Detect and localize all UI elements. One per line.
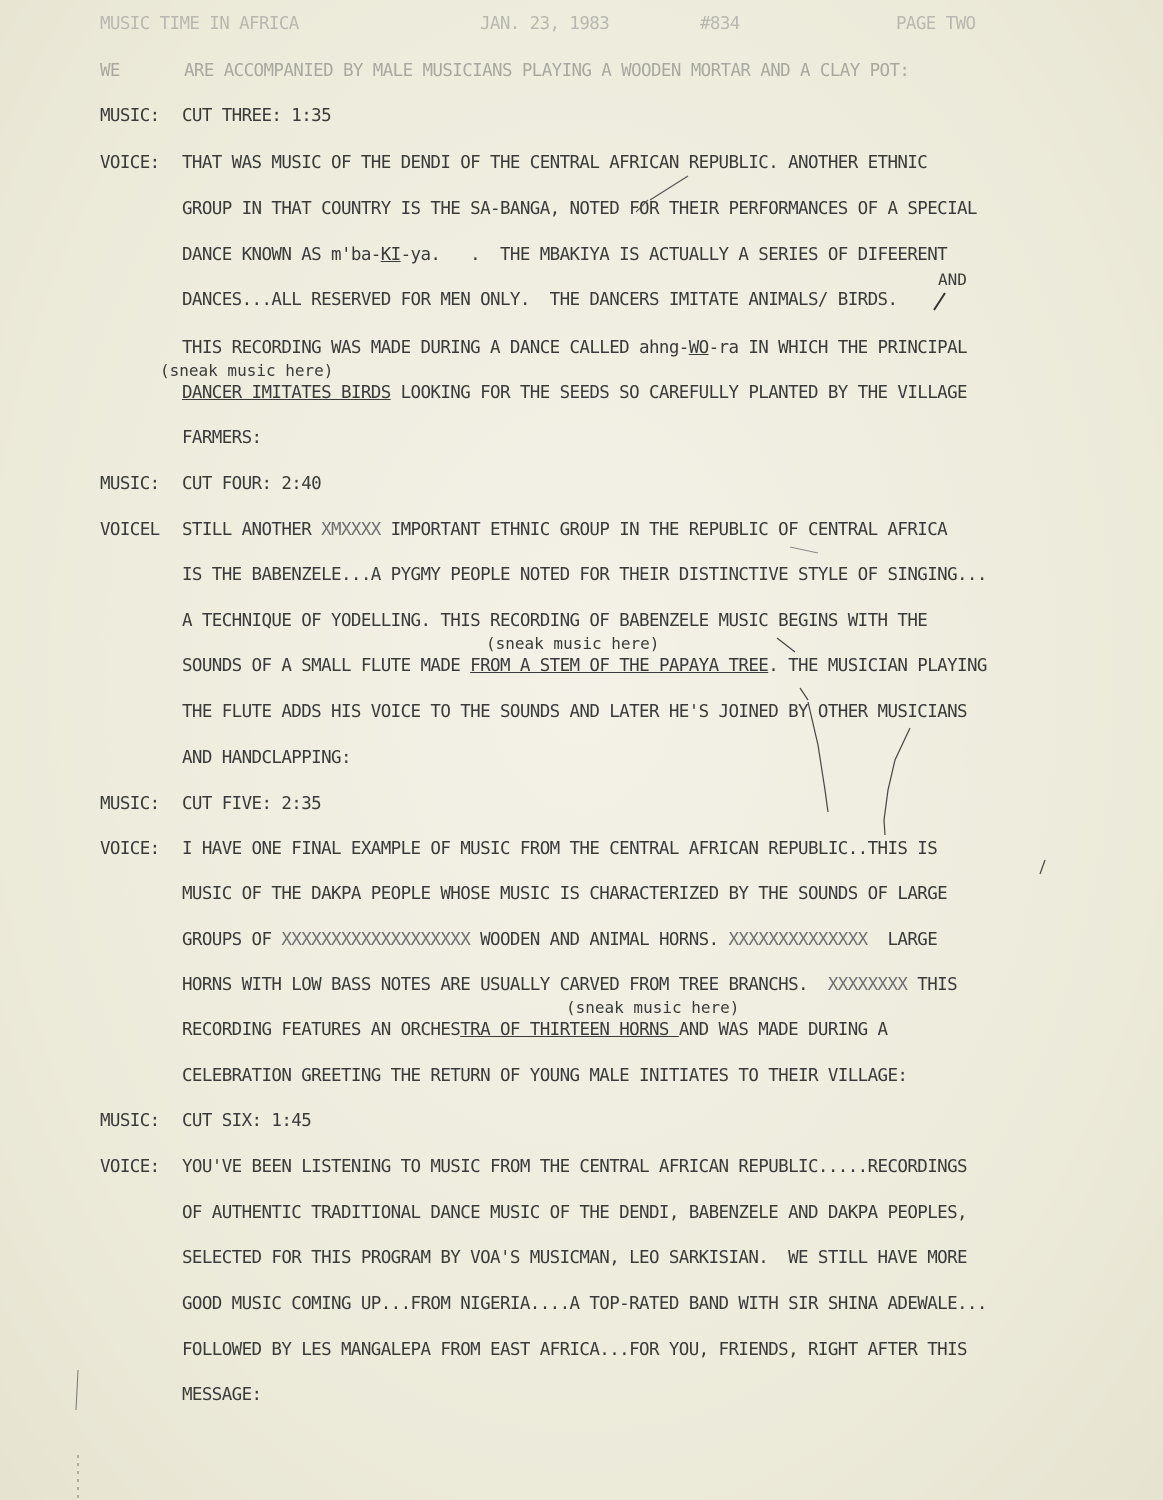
struck-out-text: XXXXXXXXXXXXXXXXXXX xyxy=(281,930,471,950)
pen-stroke xyxy=(777,638,795,652)
voice-label: VOICE: xyxy=(100,153,160,173)
voice-line: GOOD MUSIC COMING UP...FROM NIGERIA....A TOP-RATED BAND WITH SIR SHINA ADEWALE... xyxy=(182,1294,987,1314)
voice-line: FOLLOWED BY LES MANGALEPA FROM EAST AFRICA...FOR YOU, FRIENDS, RIGHT AFTER THIS xyxy=(182,1340,967,1360)
struck-out-text: XXXXXXXX xyxy=(827,975,908,995)
handwritten-insert: AND xyxy=(938,270,967,289)
top-line-speaker: WE xyxy=(100,61,120,81)
voice-line: MESSAGE: xyxy=(182,1385,262,1405)
text-span: WOODEN AND ANIMAL HORNS. xyxy=(470,930,729,950)
text-span: THIS xyxy=(907,975,958,995)
text-span: RECORDING FEATURES AN ORCHES xyxy=(182,1020,461,1040)
text-span: -ra IN WHICH THE PRINCIPAL xyxy=(708,338,967,358)
text-span: LARGE xyxy=(867,930,938,950)
margin-mark xyxy=(76,1370,78,1410)
voice-label: VOICE: xyxy=(100,1157,160,1177)
music-label: MUSIC: xyxy=(100,1111,160,1131)
voice-line: SELECTED FOR THIS PROGRAM BY VOA'S MUSICMAN, LEO SARKISIAN. WE STILL HAVE MORE xyxy=(182,1248,967,1268)
text-span-underlined: FROM A STEM OF THE PAPAYA TREE xyxy=(470,656,769,676)
music-cue: CUT FIVE: 2:35 xyxy=(182,794,322,814)
text-span: GROUPS OF xyxy=(182,930,282,950)
text-span: AND WAS MADE DURING A xyxy=(678,1020,888,1040)
text-span: . THE MUSICIAN PLAYING xyxy=(768,656,987,676)
voice-line: THAT WAS MUSIC OF THE DENDI OF THE CENTRAL AFRICAN REPUBLIC. ANOTHER ETHNIC xyxy=(182,153,928,173)
sneak-music-note: (sneak music here) xyxy=(160,361,334,380)
voice-line: I HAVE ONE FINAL EXAMPLE OF MUSIC FROM THE CENTRAL AFRICAN REPUBLIC..THIS IS xyxy=(182,839,938,859)
voice-line: GROUP IN THAT COUNTRY IS THE SA-BANGA, NOTED FOR THEIR PERFORMANCES OF A SPECIAL xyxy=(182,199,977,219)
voice-line: YOU'VE BEEN LISTENING TO MUSIC FROM THE CENTRAL AFRICAN REPUBLIC.....RECORDINGS xyxy=(182,1157,967,1177)
voice-line: OF AUTHENTIC TRADITIONAL DANCE MUSIC OF THE DENDI, BABENZELE AND DAKPA PEOPLES, xyxy=(182,1203,967,1223)
voice-line: THE FLUTE ADDS HIS VOICE TO THE SOUNDS AND LATER HE'S JOINED BY OTHER MUSICIANS xyxy=(182,702,967,722)
pen-stroke xyxy=(650,176,688,200)
sneak-music-note: (sneak music here) xyxy=(566,998,740,1017)
struck-out-text: XMXXXX xyxy=(321,520,381,540)
music-label: MUSIC: xyxy=(100,474,160,494)
voice-line: CELEBRATION GREETING THE RETURN OF YOUNG MALE INITIATES TO THEIR VILLAGE: xyxy=(182,1066,908,1086)
pen-stroke xyxy=(934,293,945,310)
music-cue: CUT FOUR: 2:40 xyxy=(182,474,322,494)
music-cue: CUT SIX: 1:45 xyxy=(182,1111,312,1131)
text-span: SOUNDS OF A SMALL FLUTE MADE xyxy=(182,656,471,676)
struck-out-text: XXXXXXXXXXXXXX xyxy=(728,930,868,950)
text-span: DANCE KNOWN AS m'ba- xyxy=(182,245,381,265)
pen-stroke xyxy=(1040,860,1045,874)
voice-line: IS THE BABENZELE...A PYGMY PEOPLE NOTED FOR THEIR DISTINCTIVE STYLE OF SINGING... xyxy=(182,565,987,585)
sneak-music-note: (sneak music here) xyxy=(486,634,660,653)
text-span: IMPORTANT ETHNIC GROUP IN THE REPUBLIC OF CENTRAL AFRICA xyxy=(380,520,948,540)
text-span-underlined: WO xyxy=(688,338,709,358)
text-span-underlined: KI xyxy=(380,245,401,265)
voice-line: MUSIC OF THE DAKPA PEOPLE WHOSE MUSIC IS CHARACTERIZED BY THE SOUNDS OF LARGE xyxy=(182,884,948,904)
header-date: JAN. 23, 1983 xyxy=(480,14,610,34)
header-program: MUSIC TIME IN AFRICA xyxy=(100,14,299,34)
voice-line: AND HANDCLAPPING: xyxy=(182,748,351,768)
header-page: PAGE TWO xyxy=(896,14,976,34)
top-line-text: ARE ACCOMPANIED BY MALE MUSICIANS PLAYING A WOODEN MORTAR AND A CLAY POT: xyxy=(184,61,910,81)
text-span: -ya. . THE MBAKIYA IS ACTUALLY A SERIES OF DIFEERENT xyxy=(400,245,948,265)
text-span: LOOKING FOR THE SEEDS SO CAREFULLY PLANTED BY THE VILLAGE xyxy=(390,383,967,403)
header-code: #834 xyxy=(700,14,740,34)
voice-line: FARMERS: xyxy=(182,428,262,448)
text-span-underlined: TRA OF THIRTEEN HORNS xyxy=(460,1020,679,1040)
voice-label: VOICE: xyxy=(100,839,160,859)
voice-line: DANCES...ALL RESERVED FOR MEN ONLY. THE DANCERS IMITATE ANIMALS/ BIRDS. xyxy=(182,290,898,310)
voice-line: A TECHNIQUE OF YODELLING. THIS RECORDING OF BABENZELE MUSIC BEGINS WITH THE xyxy=(182,611,928,631)
pen-stroke xyxy=(636,200,648,212)
music-cue: CUT THREE: 1:35 xyxy=(182,106,332,126)
text-span: STILL ANOTHER xyxy=(182,520,322,540)
text-span: THIS RECORDING WAS MADE DURING A DANCE CALLED ahng- xyxy=(182,338,689,358)
pen-stroke xyxy=(808,702,828,812)
music-label: MUSIC: xyxy=(100,794,160,814)
music-label: MUSIC: xyxy=(100,106,160,126)
pen-stroke xyxy=(884,728,910,835)
text-span: HORNS WITH LOW BASS NOTES ARE USUALLY CARVED FROM TREE BRANCHS. xyxy=(182,975,828,995)
text-span-underlined: DANCER IMITATES BIRDS xyxy=(182,383,391,403)
voice-label: VOICEL xyxy=(100,520,160,540)
pen-stroke xyxy=(800,688,808,700)
pen-stroke xyxy=(790,547,818,553)
